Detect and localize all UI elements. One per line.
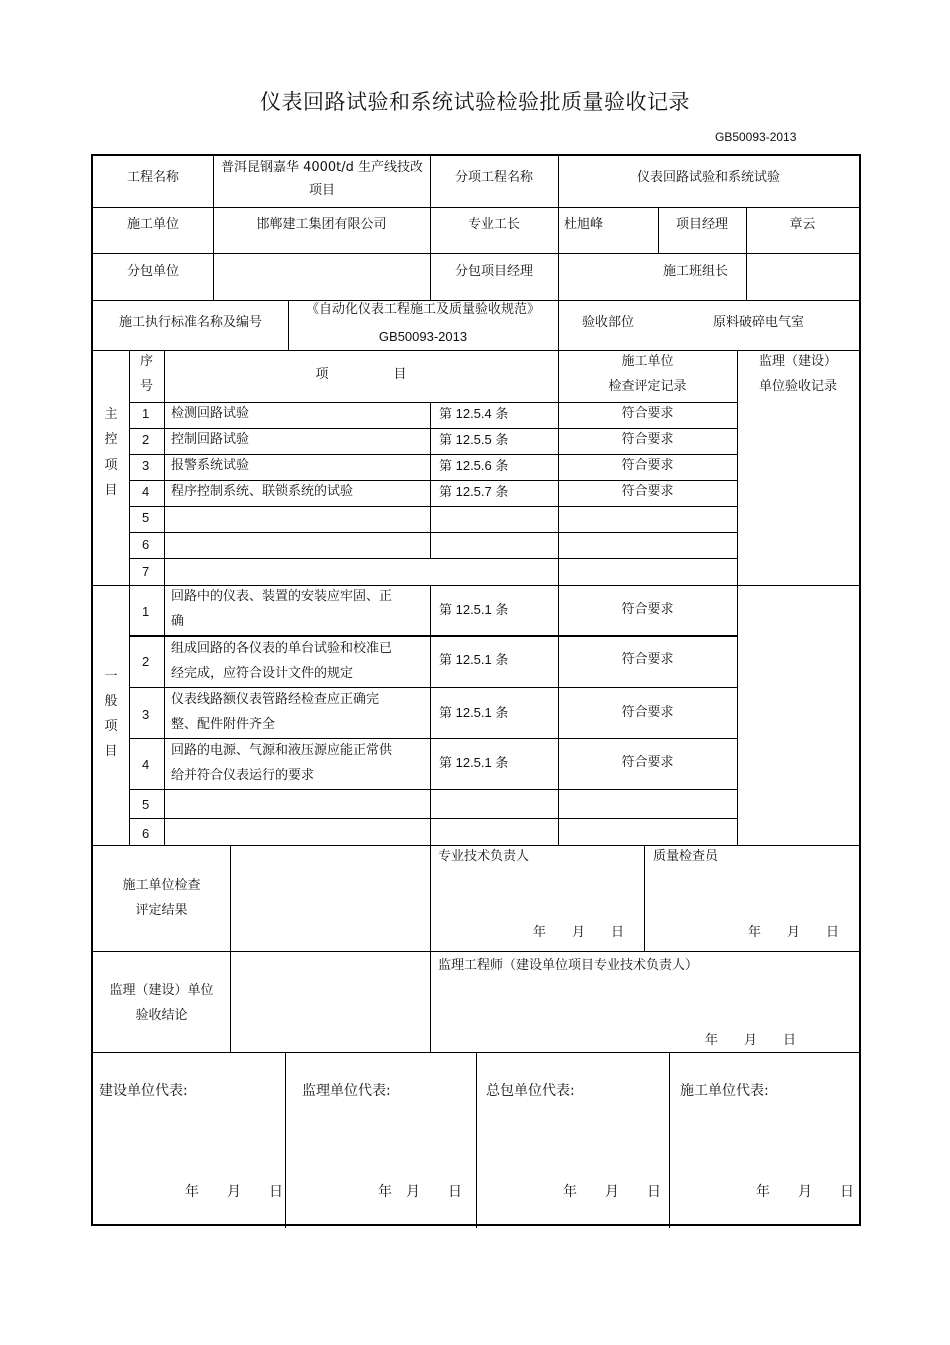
signature-date-general-contractor: 年 月 日 — [563, 1184, 661, 1200]
signature-label-supervisor: 监理单位代表: — [302, 1083, 391, 1099]
project-name-label: 工程名称 — [126, 170, 179, 185]
foreman-value: 杜旭峰 — [564, 217, 604, 232]
main-item-clause: 第 12.5.7 条 — [439, 484, 509, 499]
supervision-label-line1: 监理（建设）单位 — [109, 983, 214, 998]
main-item-no: 6 — [142, 537, 150, 552]
main-item-no: 4 — [142, 484, 150, 499]
pm-label: 项目经理 — [675, 217, 728, 232]
tech-lead-label: 专业技术负责人 — [438, 849, 530, 864]
col-seq-line1: 序 — [139, 354, 153, 369]
team-leader-label: 施工班组长 — [663, 264, 729, 279]
general-item-result: 符合要求 — [621, 602, 674, 617]
general-items-label-char: 项 — [104, 719, 118, 734]
contractor-check-date-left: 年 月 日 — [533, 925, 625, 940]
general-items-label-char: 般 — [104, 694, 118, 709]
col-supervision-line2: 单位验收记录 — [758, 379, 837, 394]
general-item-name-line1: 组成回路的各仪表的单台试验和校准已 — [171, 641, 393, 656]
pm-value: 章云 — [789, 217, 816, 232]
general-item-name-line2: 给并符合仪表运行的要求 — [171, 768, 315, 783]
contractor-check-label-line2: 评定结果 — [135, 903, 188, 918]
main-items-label-char: 主 — [104, 407, 118, 422]
general-item-name-line1: 回路中的仪表、装置的安装应牢固、正 — [171, 589, 393, 604]
signature-date-supervisor: 年 月 日 — [378, 1184, 462, 1200]
sub-project-value: 仪表回路试验和系统试验 — [636, 170, 780, 185]
general-item-name-line1: 回路的电源、气源和液压源应能正常供 — [171, 743, 393, 758]
main-item-no: 2 — [142, 432, 150, 447]
standard-label: 施工执行标准名称及编号 — [118, 315, 262, 330]
foreman-label: 专业工长 — [467, 217, 520, 232]
general-item-no: 3 — [142, 707, 150, 722]
supervision-label-line2: 验收结论 — [135, 1008, 188, 1023]
general-items-label-char: 目 — [104, 744, 118, 759]
col-item: 项 目 — [315, 367, 407, 382]
main-item-result: 符合要求 — [621, 406, 674, 421]
general-items-label-char: 一 — [104, 669, 118, 684]
standard-value-line2: GB50093-2013 — [378, 329, 468, 344]
contractor-label: 施工单位 — [126, 217, 179, 232]
general-item-name-line2: 经完成，应符合设计文件的规定 — [171, 666, 354, 681]
main-item-result: 符合要求 — [621, 458, 674, 473]
contractor-check-date-right: 年 月 日 — [748, 925, 840, 940]
col-seq-line2: 号 — [139, 379, 153, 394]
sub-pm-label: 分包项目经理 — [454, 264, 533, 279]
signature-label-contractor: 施工单位代表: — [680, 1083, 769, 1099]
supervision-engineer-label: 监理工程师（建设单位项目专业技术负责人） — [438, 958, 699, 973]
page-title: 仪表回路试验和系统试验检验批质量验收记录 — [260, 90, 690, 114]
contractor-check-label-line1: 施工单位检查 — [122, 878, 201, 893]
main-item-name: 控制回路试验 — [171, 432, 250, 447]
main-item-clause: 第 12.5.6 条 — [439, 458, 509, 473]
main-item-name: 程序控制系统、联锁系统的试验 — [171, 484, 354, 499]
general-item-no: 4 — [142, 757, 150, 772]
general-item-result: 符合要求 — [621, 652, 674, 667]
general-item-name-line2: 整、配件附件齐全 — [171, 717, 276, 732]
signature-date-contractor: 年 月 日 — [756, 1184, 854, 1200]
main-item-name: 检测回路试验 — [171, 406, 250, 421]
record-table — [91, 154, 861, 1226]
project-name-value: 普洱昆钢嘉华 4000t/d 生产线技改项目 — [220, 160, 424, 198]
main-item-clause: 第 12.5.4 条 — [439, 406, 509, 421]
main-items-label-char: 控 — [104, 432, 118, 447]
general-item-result: 符合要求 — [621, 755, 674, 770]
main-item-result: 符合要求 — [621, 432, 674, 447]
general-item-clause: 第 12.5.1 条 — [439, 652, 509, 667]
standard-value-line1: 《自动化仪表工程施工及质量验收规范》 — [305, 302, 540, 317]
main-item-no: 7 — [142, 564, 150, 579]
general-item-clause: 第 12.5.1 条 — [439, 755, 509, 770]
acceptance-part-value: 原料破碎电气室 — [712, 315, 804, 330]
main-items-label-char: 项 — [104, 458, 118, 473]
main-items-label-char: 目 — [104, 483, 118, 498]
main-item-no: 3 — [142, 458, 150, 473]
signature-date-owner: 年 月 日 — [185, 1184, 283, 1200]
general-item-clause: 第 12.5.1 条 — [439, 602, 509, 617]
col-check-line2: 检查评定记录 — [608, 379, 687, 394]
subcontractor-label: 分包单位 — [126, 264, 179, 279]
general-item-name-line2: 确 — [171, 614, 185, 629]
general-item-clause: 第 12.5.1 条 — [439, 705, 509, 720]
general-item-no: 2 — [142, 654, 150, 669]
main-item-no: 5 — [142, 510, 150, 525]
general-item-no: 1 — [142, 604, 150, 619]
main-item-clause: 第 12.5.5 条 — [439, 432, 509, 447]
col-check-line1: 施工单位 — [621, 354, 674, 369]
general-item-result: 符合要求 — [621, 705, 674, 720]
col-supervision-line1: 监理（建设） — [758, 354, 837, 369]
contractor-value: 邯郸建工集团有限公司 — [256, 217, 387, 232]
sub-project-label: 分项工程名称 — [454, 170, 533, 185]
inspector-label: 质量检查员 — [653, 849, 719, 864]
signature-label-owner: 建设单位代表: — [99, 1083, 188, 1099]
standard-code: GB50093-2013 — [715, 130, 797, 144]
general-item-no: 6 — [142, 826, 150, 841]
main-item-name: 报警系统试验 — [171, 458, 250, 473]
general-item-name-line1: 仪表线路额仪表管路经检查应正确完 — [171, 692, 380, 707]
general-item-no: 5 — [142, 797, 150, 812]
acceptance-part-label: 验收部位 — [581, 315, 634, 330]
signature-label-general-contractor: 总包单位代表: — [486, 1083, 575, 1099]
main-item-result: 符合要求 — [621, 484, 674, 499]
supervision-date: 年 月 日 — [705, 1033, 797, 1048]
main-item-no: 1 — [142, 406, 150, 421]
